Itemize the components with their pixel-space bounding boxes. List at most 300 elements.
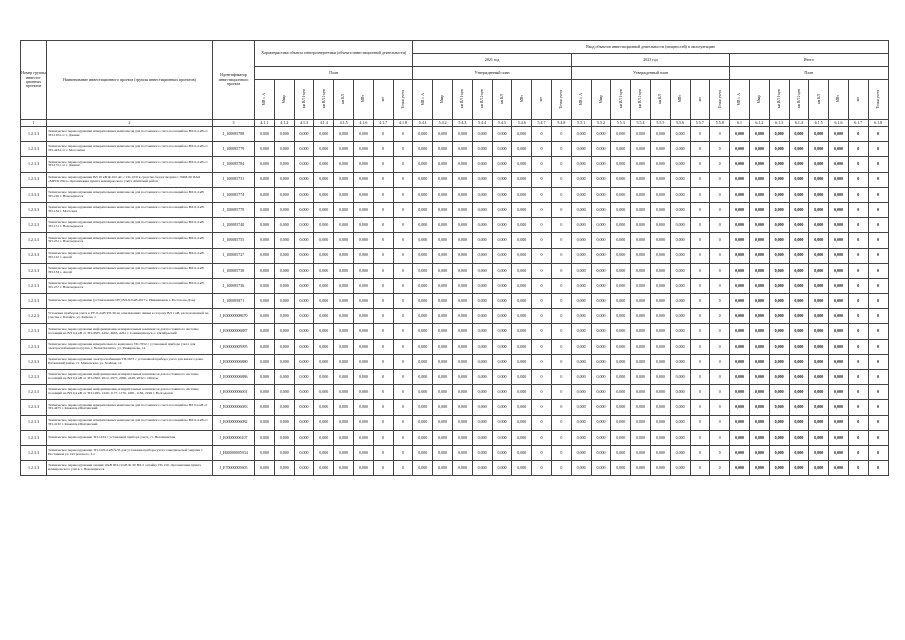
header-group-number: Номер группы инвести-ционных проектов — [21, 41, 47, 120]
value-cell: 0,000 — [512, 187, 532, 202]
value-cell: 0,000 — [413, 461, 433, 476]
value-cell: 0,000 — [274, 415, 294, 430]
value-cell: 0,000 — [730, 370, 750, 385]
value-cell: 0 — [848, 324, 868, 339]
value-cell: 0,000 — [255, 172, 275, 187]
value-cell: 0,000 — [829, 187, 849, 202]
value-cell: 0,000 — [650, 339, 670, 354]
value-cell: 0,000 — [631, 142, 651, 157]
column-number: 5.4.5 — [492, 120, 512, 127]
value-cell: 0,000 — [809, 142, 829, 157]
value-cell: 0,000 — [591, 278, 611, 293]
value-cell: 0,000 — [433, 324, 453, 339]
value-cell: 0,000 — [274, 354, 294, 369]
value-cell: 0,000 — [512, 172, 532, 187]
value-cell: 0,000 — [255, 445, 275, 460]
value-cell: 0,000 — [334, 370, 354, 385]
value-cell: 0,000 — [255, 415, 275, 430]
value-cell: 0,000 — [314, 157, 334, 172]
header-unit-cell — [749, 80, 769, 120]
header-unit-cell — [314, 80, 334, 120]
value-cell: 0,000 — [255, 324, 275, 339]
value-cell: 0,000 — [512, 127, 532, 142]
value-cell: 0 — [690, 278, 710, 293]
value-cell: 0,000 — [769, 415, 789, 430]
project-id-cell: J_Е70000005605 — [213, 461, 255, 476]
group-number-cell: 1.2.3.3 — [21, 370, 47, 385]
value-cell: 0,000 — [730, 278, 750, 293]
value-cell: 0,000 — [650, 248, 670, 263]
value-cell: 0,000 — [809, 354, 829, 369]
group-number-cell: 1.2.3.3 — [21, 218, 47, 233]
value-cell: 0,000 — [749, 370, 769, 385]
value-cell: 0,000 — [631, 370, 651, 385]
header-unit-label: шт — [856, 96, 861, 101]
value-cell: 0 — [868, 157, 888, 172]
header-unit-label: км ВЛ 1-цеп — [618, 89, 623, 109]
value-cell: 0,000 — [492, 233, 512, 248]
value-cell: 0 — [373, 202, 393, 217]
value-cell: 0,000 — [631, 445, 651, 460]
value-cell: 0 — [551, 157, 571, 172]
value-cell: 0,000 — [472, 385, 492, 400]
header-unit-cell — [373, 80, 393, 120]
value-cell: 0,000 — [314, 172, 334, 187]
value-cell: 0,000 — [769, 385, 789, 400]
value-cell: 0,000 — [452, 445, 472, 460]
group-number-cell: 1.2.3.3 — [21, 157, 47, 172]
value-cell: 0,000 — [314, 142, 334, 157]
value-cell: 0,000 — [413, 218, 433, 233]
value-cell: 0,000 — [413, 202, 433, 217]
value-cell: 0,000 — [789, 294, 809, 309]
column-number: 5.5.5 — [650, 120, 670, 127]
value-cell: 0,000 — [512, 385, 532, 400]
value-cell: 0,000 — [294, 127, 314, 142]
value-cell: 0,000 — [769, 263, 789, 278]
value-cell: 0 — [373, 385, 393, 400]
value-cell: 0,000 — [255, 278, 275, 293]
value-cell: 0,000 — [294, 187, 314, 202]
value-cell: 0,000 — [255, 339, 275, 354]
value-cell: 0,000 — [670, 461, 690, 476]
value-cell: 0,000 — [492, 430, 512, 445]
value-cell: 0,000 — [769, 430, 789, 445]
value-cell: 0 — [393, 142, 413, 157]
value-cell: 0,000 — [314, 309, 334, 324]
value-cell: 0 — [868, 127, 888, 142]
header-unit-cell — [591, 80, 611, 120]
value-cell: 0,000 — [571, 278, 591, 293]
value-cell: 0,000 — [611, 430, 631, 445]
value-cell: 0 — [868, 248, 888, 263]
value-cell: 0 — [848, 233, 868, 248]
value-cell: 0 — [710, 142, 730, 157]
value-cell: 0,000 — [829, 218, 849, 233]
value-cell: 0,000 — [433, 278, 453, 293]
value-cell: 0,000 — [670, 354, 690, 369]
column-number: 4.1.4 — [314, 120, 334, 127]
project-name-cell: Техническое перевооружение измерительных комплексов для постоянного счета посекций на ВЛ-0,4 кВ ТП-251 г. Новочеркасск — [47, 233, 213, 248]
header-characteristics: Характеристика объекта электроэнергетики (объекта инвестиционной деятельности) — [255, 41, 413, 67]
value-cell: 0,000 — [452, 339, 472, 354]
value-cell: 0 — [532, 400, 552, 415]
value-cell: 0,000 — [591, 430, 611, 445]
column-number: 1 — [21, 120, 47, 127]
value-cell: 0,000 — [294, 445, 314, 460]
value-cell: 0,000 — [730, 430, 750, 445]
value-cell: 0,000 — [730, 354, 750, 369]
value-cell: 0 — [532, 233, 552, 248]
value-cell: 0,000 — [809, 187, 829, 202]
value-cell: 0,000 — [512, 370, 532, 385]
value-cell: 0,000 — [789, 430, 809, 445]
value-cell: 0,000 — [749, 324, 769, 339]
value-cell: 0,000 — [353, 370, 373, 385]
value-cell: 0,000 — [353, 445, 373, 460]
group-number-cell: 1.2.3.3 — [21, 233, 47, 248]
value-cell: 0,000 — [591, 294, 611, 309]
value-cell: 0,000 — [452, 294, 472, 309]
value-cell: 0 — [373, 263, 393, 278]
project-id-cell: J_Е00000006107 — [213, 430, 255, 445]
value-cell: 0,000 — [631, 385, 651, 400]
value-cell: 0,000 — [611, 385, 631, 400]
value-cell: 0,000 — [314, 324, 334, 339]
value-cell: 0,000 — [631, 309, 651, 324]
value-cell: 0 — [848, 445, 868, 460]
value-cell: 0,000 — [334, 218, 354, 233]
value-cell: 0,000 — [433, 309, 453, 324]
value-cell: 0,000 — [334, 309, 354, 324]
value-cell: 0 — [393, 339, 413, 354]
value-cell: 0,000 — [413, 400, 433, 415]
value-cell: 0,000 — [255, 430, 275, 445]
column-number: 5.5.2 — [591, 120, 611, 127]
value-cell: 0,000 — [730, 127, 750, 142]
value-cell: 0,000 — [452, 233, 472, 248]
column-number: 5.5.6 — [670, 120, 690, 127]
value-cell: 0,000 — [512, 263, 532, 278]
value-cell: 0,000 — [294, 248, 314, 263]
value-cell: 0,000 — [433, 354, 453, 369]
value-cell: 0 — [710, 370, 730, 385]
header-unit-label: км ВЛ 1-цеп — [460, 89, 465, 109]
value-cell: 0,000 — [334, 127, 354, 142]
value-cell: 0,000 — [472, 233, 492, 248]
header-unit-cell — [690, 80, 710, 120]
value-cell: 0 — [868, 385, 888, 400]
value-cell: 0,000 — [255, 400, 275, 415]
project-name-cell: Техническое перевооружение измерительных комплексов для постоянного счета посекций на ВЛ-0,4 кВ ТП-132 г. Мостовка — [47, 202, 213, 217]
value-cell: 0,000 — [274, 294, 294, 309]
value-cell: 0,000 — [472, 400, 492, 415]
table-row — [21, 127, 889, 142]
value-cell: 0,000 — [670, 263, 690, 278]
value-cell: 0,000 — [413, 415, 433, 430]
value-cell: 0,000 — [631, 218, 651, 233]
header-unit-cell — [829, 80, 849, 120]
value-cell: 0,000 — [413, 248, 433, 263]
header-unit-cell — [769, 80, 789, 120]
value-cell: 0 — [868, 415, 888, 430]
value-cell: 0,000 — [769, 400, 789, 415]
value-cell: 0,000 — [789, 263, 809, 278]
value-cell: 0,000 — [789, 309, 809, 324]
value-cell: 0,000 — [650, 400, 670, 415]
value-cell: 0,000 — [730, 415, 750, 430]
value-cell: 0,000 — [769, 202, 789, 217]
value-cell: 0,000 — [730, 339, 750, 354]
value-cell: 0,000 — [749, 385, 769, 400]
value-cell: 0 — [532, 354, 552, 369]
value-cell: 0 — [393, 461, 413, 476]
value-cell: 0,000 — [274, 339, 294, 354]
value-cell: 0,000 — [353, 263, 373, 278]
value-cell: 0,000 — [591, 339, 611, 354]
value-cell: 0,000 — [353, 218, 373, 233]
value-cell: 0 — [532, 445, 552, 460]
column-number: 6.1.2 — [749, 120, 769, 127]
value-cell: 0,000 — [789, 142, 809, 157]
value-cell: 0 — [532, 309, 552, 324]
value-cell: 0 — [868, 354, 888, 369]
project-name-cell: Техническое перевооружение ТП-10/0,4 кВ №35 для установки прибора учета электрической энергии г. Постников ул. Островского, 3-е — [47, 445, 213, 460]
value-cell: 0,000 — [433, 202, 453, 217]
value-cell: 0,000 — [571, 248, 591, 263]
value-cell: 0,000 — [789, 172, 809, 187]
table-row — [21, 309, 889, 324]
value-cell: 0,000 — [670, 385, 690, 400]
group-number-cell: 1.2.3.3 — [21, 430, 47, 445]
value-cell: 0 — [848, 278, 868, 293]
value-cell: 0,000 — [334, 278, 354, 293]
value-cell: 0,000 — [353, 461, 373, 476]
header-unit-cell — [848, 80, 868, 120]
value-cell: 0 — [551, 172, 571, 187]
value-cell: 0,000 — [749, 309, 769, 324]
value-cell: 0,000 — [452, 324, 472, 339]
value-cell: 0 — [393, 127, 413, 142]
project-id-cell: J_Н00000005934 — [213, 445, 255, 460]
value-cell: 0,000 — [769, 187, 789, 202]
value-cell: 0,000 — [433, 127, 453, 142]
project-id-cell: J_Е00000005995 — [213, 339, 255, 354]
value-cell: 0,000 — [591, 187, 611, 202]
value-cell: 0,000 — [769, 172, 789, 187]
value-cell: 0 — [848, 339, 868, 354]
header-approved-plan-2023: Утвержденный план — [571, 67, 729, 80]
project-id-cell: J_Е00000006083 — [213, 400, 255, 415]
project-id-cell: J_100085740 — [213, 218, 255, 233]
value-cell: 0,000 — [829, 294, 849, 309]
header-unit-cell — [611, 80, 631, 120]
value-cell: 0,000 — [472, 370, 492, 385]
group-number-cell: 1.2.2.3 — [21, 309, 47, 324]
value-cell: 0,000 — [413, 339, 433, 354]
value-cell: 0,000 — [631, 294, 651, 309]
group-number-cell: 1.2.3.3 — [21, 354, 47, 369]
value-cell: 0 — [690, 400, 710, 415]
value-cell: 0,000 — [769, 248, 789, 263]
value-cell: 0,000 — [433, 172, 453, 187]
value-cell: 0,000 — [611, 172, 631, 187]
value-cell: 0,000 — [314, 430, 334, 445]
project-id-cell: J_100085788 — [213, 127, 255, 142]
project-name-cell: Техническое перевооружение измерительных комплексов для постоянного счета посекций на ВЛ-0,4 кВ от ТП-1104 от т. Джанкс — [47, 127, 213, 142]
value-cell: 0,000 — [274, 157, 294, 172]
header-unit-label: км ВЛ 2-цеп — [321, 89, 326, 109]
header-unit-cell — [789, 80, 809, 120]
value-cell: 0 — [393, 157, 413, 172]
header-unit-label: км КЛ — [658, 93, 663, 104]
value-cell: 0,000 — [809, 339, 829, 354]
value-cell: 0 — [710, 415, 730, 430]
value-cell: 0,000 — [353, 172, 373, 187]
header-unit-cell — [868, 80, 888, 120]
value-cell: 0,000 — [769, 157, 789, 172]
column-number: 5.4.1 — [413, 120, 433, 127]
value-cell: 0,000 — [492, 142, 512, 157]
value-cell: 0,000 — [809, 278, 829, 293]
value-cell: 0,000 — [492, 218, 512, 233]
value-cell: 0,000 — [452, 142, 472, 157]
value-cell: 0,000 — [274, 400, 294, 415]
value-cell: 0,000 — [769, 309, 789, 324]
value-cell: 0 — [710, 400, 730, 415]
header-year-2023: 2023 год — [571, 54, 729, 67]
value-cell: 0 — [690, 218, 710, 233]
group-number-cell: 1.2.3.3 — [21, 127, 47, 142]
header-unit-cell — [334, 80, 354, 120]
value-cell: 0,000 — [512, 354, 532, 369]
value-cell: 0,000 — [353, 294, 373, 309]
value-cell: 0 — [690, 354, 710, 369]
value-cell: 0,000 — [829, 233, 849, 248]
value-cell: 0,000 — [591, 415, 611, 430]
project-name-cell: Техническое перевооружение ВЛ 10 кВ Ф-102 АС с СК-10/0 в средство бездоговорного ЭОМ-20 ПАО «МРСК Юга» Организация пункта коммерческого учёта Абинский район — [47, 172, 213, 187]
table-row — [21, 218, 889, 233]
value-cell: 0 — [393, 294, 413, 309]
value-cell: 0,000 — [631, 400, 651, 415]
value-cell: 0,000 — [611, 187, 631, 202]
header-unit-label: МВт — [361, 95, 366, 103]
value-cell: 0 — [373, 172, 393, 187]
value-cell: 0 — [551, 339, 571, 354]
project-id-cell: J_100085774 — [213, 187, 255, 202]
project-name-cell: Техническое перевооружение измерительных комплексов для постоянного счета посекций на ВЛ-0,4 кВ ТП-210 г. Новочеркасск — [47, 187, 213, 202]
value-cell: 0,000 — [650, 324, 670, 339]
value-cell: 0,000 — [631, 430, 651, 445]
value-cell: 0 — [690, 324, 710, 339]
value-cell: 0,000 — [413, 157, 433, 172]
value-cell: 0,000 — [255, 127, 275, 142]
value-cell: 0 — [848, 172, 868, 187]
value-cell: 0 — [868, 461, 888, 476]
header-unit-label: км ВЛ 2-цеп — [638, 89, 643, 109]
value-cell: 0,000 — [571, 263, 591, 278]
value-cell: 0,000 — [571, 415, 591, 430]
value-cell: 0,000 — [769, 218, 789, 233]
value-cell: 0,000 — [829, 385, 849, 400]
value-cell: 0,000 — [433, 385, 453, 400]
column-number: 5.4.6 — [512, 120, 532, 127]
value-cell: 0 — [868, 202, 888, 217]
value-cell: 0,000 — [650, 263, 670, 278]
column-number: 6.1.8 — [868, 120, 888, 127]
value-cell: 0 — [551, 400, 571, 415]
header-unit-label: МВ×А — [578, 92, 583, 105]
value-cell: 0,000 — [452, 278, 472, 293]
table-row — [21, 354, 889, 369]
value-cell: 0,000 — [413, 445, 433, 460]
value-cell: 0,000 — [274, 324, 294, 339]
value-cell: 0,000 — [650, 202, 670, 217]
value-cell: 0 — [393, 324, 413, 339]
header-unit-cell — [433, 80, 453, 120]
value-cell: 0 — [373, 324, 393, 339]
header-unit-cell — [551, 80, 571, 120]
value-cell: 0,000 — [789, 157, 809, 172]
value-cell: 0,000 — [809, 430, 829, 445]
project-name-cell: Техническое перевооружение измерительных комплексов для постоянного счета посекций на ВЛ-0,4 кВ от ТП-4434 от т. Моссошки — [47, 142, 213, 157]
value-cell: 0,000 — [274, 430, 294, 445]
table-row — [21, 400, 889, 415]
value-cell: 0,000 — [353, 157, 373, 172]
value-cell: 0,000 — [255, 385, 275, 400]
value-cell: 0 — [373, 127, 393, 142]
value-cell: 0,000 — [730, 157, 750, 172]
value-cell: 0,000 — [730, 218, 750, 233]
value-cell: 0,000 — [314, 354, 334, 369]
value-cell: 0,000 — [472, 430, 492, 445]
value-cell: 0,000 — [274, 309, 294, 324]
value-cell: 0,000 — [769, 233, 789, 248]
value-cell: 0 — [710, 294, 730, 309]
value-cell: 0 — [710, 278, 730, 293]
table-row — [21, 248, 889, 263]
value-cell: 0,000 — [452, 187, 472, 202]
value-cell: 0 — [868, 370, 888, 385]
value-cell: 0,000 — [650, 172, 670, 187]
value-cell: 0,000 — [452, 248, 472, 263]
project-name-cell: Техническое перевооружение электроснабжения ТП-5873 с установкой прибора учета для жилого дома, Багаевский район, ст. Манычская, ул. Зелёная, 14 — [47, 354, 213, 369]
column-number: 4.1.1 — [255, 120, 275, 127]
value-cell: 0 — [868, 172, 888, 187]
project-name-cell: Техническое перевооружение информационно-измерительных комплексов для постоянного системы посекций на ВЛ 0,4 кВ от ТП-2362, 2012, 2977, 2096, 2428, 2032 г. Шахты — [47, 370, 213, 385]
value-cell: 0,000 — [294, 278, 314, 293]
value-cell: 0,000 — [294, 233, 314, 248]
value-cell: 0,000 — [452, 415, 472, 430]
value-cell: 0,000 — [413, 324, 433, 339]
project-name-cell: Техническое перевооружение измерительных комплексов для постоянного счета посекций на ВЛ-0,4 кВ ТП-133 г. Аксай — [47, 263, 213, 278]
column-number: 5.4.7 — [532, 120, 552, 127]
value-cell: 0 — [848, 187, 868, 202]
value-cell: 0 — [551, 263, 571, 278]
value-cell: 0 — [551, 142, 571, 157]
table-body — [21, 127, 889, 476]
value-cell: 0,000 — [294, 339, 314, 354]
column-number: 5.5.4 — [631, 120, 651, 127]
value-cell: 0,000 — [433, 461, 453, 476]
header-unit-cell — [571, 80, 591, 120]
value-cell: 0,000 — [274, 233, 294, 248]
value-cell: 0,000 — [274, 385, 294, 400]
value-cell: 0,000 — [492, 157, 512, 172]
value-cell: 0 — [551, 370, 571, 385]
value-cell: 0,000 — [274, 278, 294, 293]
value-cell: 0,000 — [472, 445, 492, 460]
